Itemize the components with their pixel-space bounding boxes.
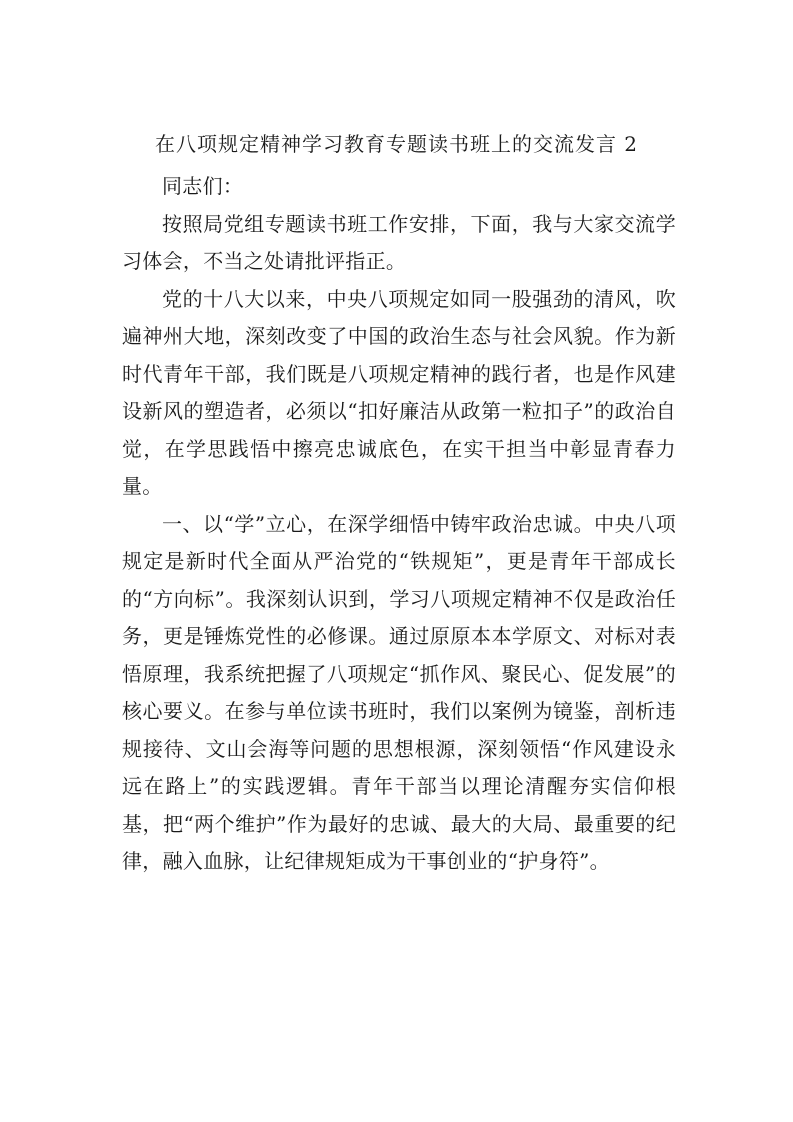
background-paragraph: 党的十八大以来，中央八项规定如同一股强劲的清风，吹遍神州大地，深刻改变了中国的政治生态与社会风貌。作为新时代青年干部，我们既是八项规定精神的践行者，也是作风建设新风的塑造者，必须以“扣好廉洁从政第一粒扣子”的政治自觉，在学思践悟中擦亮忠诚底色，在实干担当中彰显青春力量。	[122, 286, 676, 498]
document-body	[122, 168, 676, 881]
document-title: 在八项规定精神学习教育专题读书班上的交流发言 2	[154, 132, 639, 156]
greeting-paragraph: 同志们：	[162, 174, 244, 198]
section-one-paragraph: 一、以“学”立心，在深学细悟中铸牢政治忠诚。中央八项规定是新时代全面从严治党的“铁规矩”，更是青年干部成长的“方向标”。我深刻认识到，学习八项规定精神不仅是政治任务，更是锤炼党性的必修课。通过原原本本学原文、对标对表悟原理，我系统把握了八项规定“抓作风、聚民心、促发展”的核心要义。在参与单位读书班时，我们以案例为镜鉴，剖析违规接待、文山会海等问题的思想根源，深刻领悟“作风建设永远在路上”的实践逻辑。青年干部当以理论清醒夯实信仰根基，把“两个维护”作为最好的忠诚、最大的大局、最重要的纪律，融入血脉，让纪律规矩成为干事创业的“护身符”。	[122, 511, 676, 873]
intro-paragraph: 按照局党组专题读书班工作安排，下面，我与大家交流学习体会，不当之处请批评指正。	[122, 211, 676, 273]
